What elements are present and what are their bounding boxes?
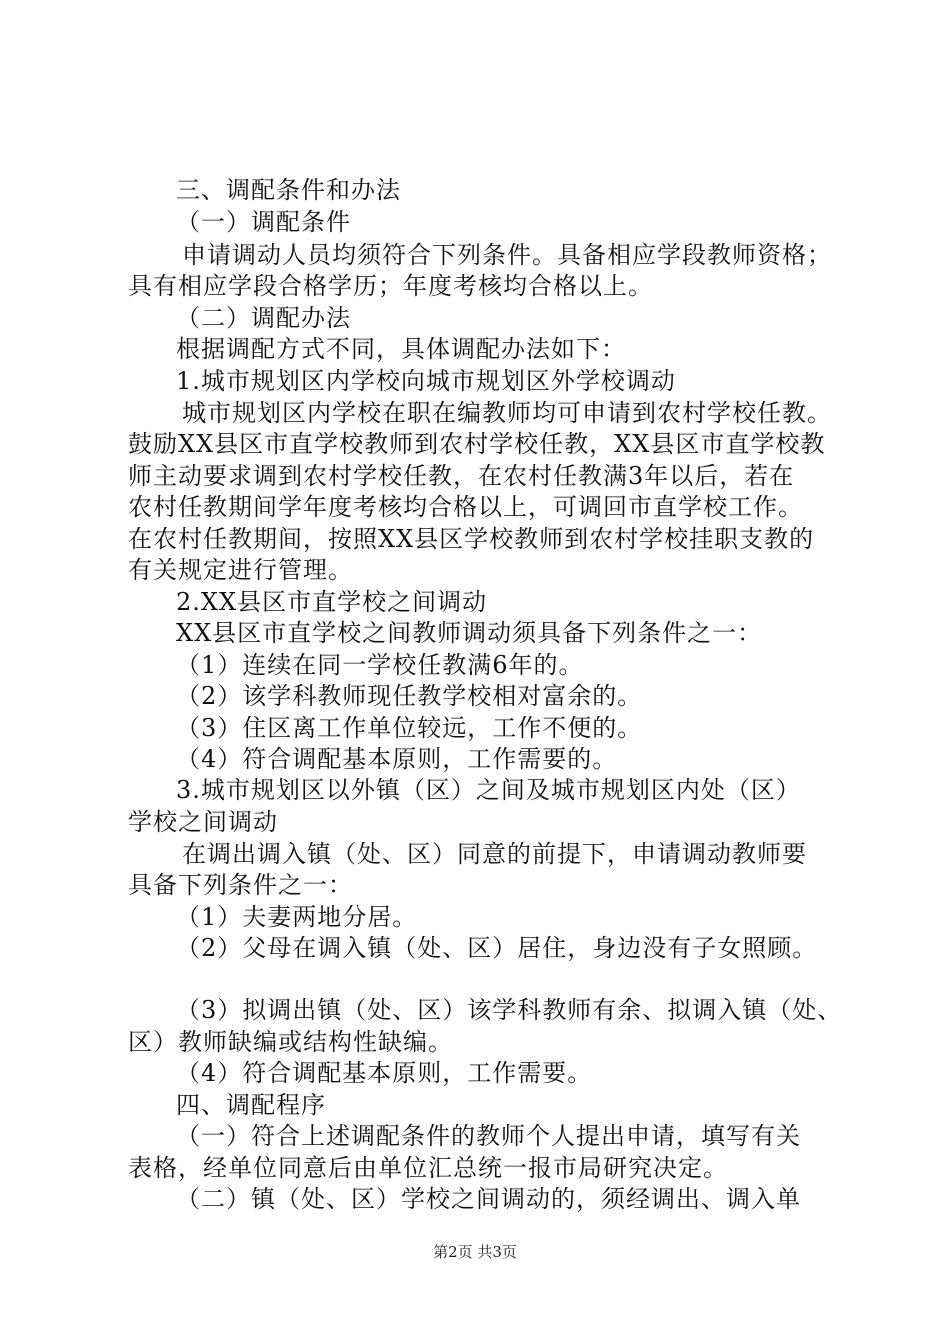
paragraph-line: XX县区市直学校之间教师调动须具备下列条件之一： bbox=[176, 619, 763, 647]
section-heading: 三、调配条件和办法 bbox=[176, 176, 401, 204]
list-item: （2）父母在调入镇（处、区）居住，身边没有子女照顾。 bbox=[176, 934, 818, 962]
subsection-heading: （一）调配条件 bbox=[176, 208, 351, 236]
paragraph-line: 农村任教期间学年度考核均合格以上，可调回市直学校工作。 bbox=[128, 493, 803, 521]
paragraph-line: 学校之间调动 bbox=[128, 808, 278, 836]
list-item: （2）该学科教师现任教学校相对富余的。 bbox=[176, 682, 643, 710]
paragraph-line: 具备下列条件之一： bbox=[128, 871, 353, 899]
item-heading: 1.城市规划区内学校向城市规划区外学校调动 bbox=[176, 367, 676, 395]
subsection-heading: （二）调配办法 bbox=[176, 304, 351, 332]
paragraph-line: 师主动要求调到农村学校任教，在农村任教满3年以后，若在 bbox=[128, 462, 795, 490]
list-item: （3）拟调出镇（处、区）该学科教师有余、拟调入镇（处、 bbox=[176, 996, 843, 1024]
paragraph-line: 申请调动人员均须符合下列条件。具备相应学段教师资格； bbox=[182, 241, 832, 269]
section-heading: 四、调配程序 bbox=[176, 1091, 326, 1119]
item-heading: 3.城市规划区以外镇（区）之间及城市规划区内处（区） bbox=[176, 776, 801, 804]
list-item: （3）住区离工作单位较远，工作不便的。 bbox=[176, 714, 643, 742]
item-heading: 2.XX县区市直学校之间调动 bbox=[176, 588, 488, 616]
list-item: （4）符合调配基本原则，工作需要。 bbox=[176, 1059, 593, 1087]
paragraph-line: 鼓励XX县区市直学校教师到农村学校任教，XX县区市直学校教 bbox=[128, 430, 826, 458]
page-footer: 第2页 共3页 bbox=[433, 1243, 517, 1261]
paragraph-line: （二）镇（处、区）学校之间调动的，须经调出、调入单 bbox=[176, 1185, 801, 1213]
paragraph-line: 表格，经单位同意后由单位汇总统一报市局研究决定。 bbox=[128, 1154, 728, 1182]
paragraph-line: 区）教师缺编或结构性缺编。 bbox=[128, 1028, 453, 1056]
paragraph-line: 在调出调入镇（处、区）同意的前提下，申请调动教师要 bbox=[182, 840, 807, 868]
list-item: （1）夫妻两地分居。 bbox=[176, 903, 418, 931]
paragraph-line: 具有相应学段合格学历；年度考核均合格以上。 bbox=[128, 272, 653, 300]
paragraph-line: 城市规划区内学校在职在编教师均可申请到农村学校任教。 bbox=[182, 399, 832, 427]
paragraph-line: （一）符合上述调配条件的教师个人提出申请，填写有关 bbox=[176, 1122, 801, 1150]
paragraph-line: 有关规定进行管理。 bbox=[128, 556, 353, 584]
paragraph-line: 在农村任教期间，按照XX县区学校教师到农村学校挂职支教的 bbox=[128, 525, 815, 553]
list-item: （1）连续在同一学校任教满6年的。 bbox=[176, 651, 584, 679]
list-item: （4）符合调配基本原则，工作需要的。 bbox=[176, 745, 618, 773]
paragraph-line: 根据调配方式不同，具体调配办法如下： bbox=[176, 335, 626, 363]
